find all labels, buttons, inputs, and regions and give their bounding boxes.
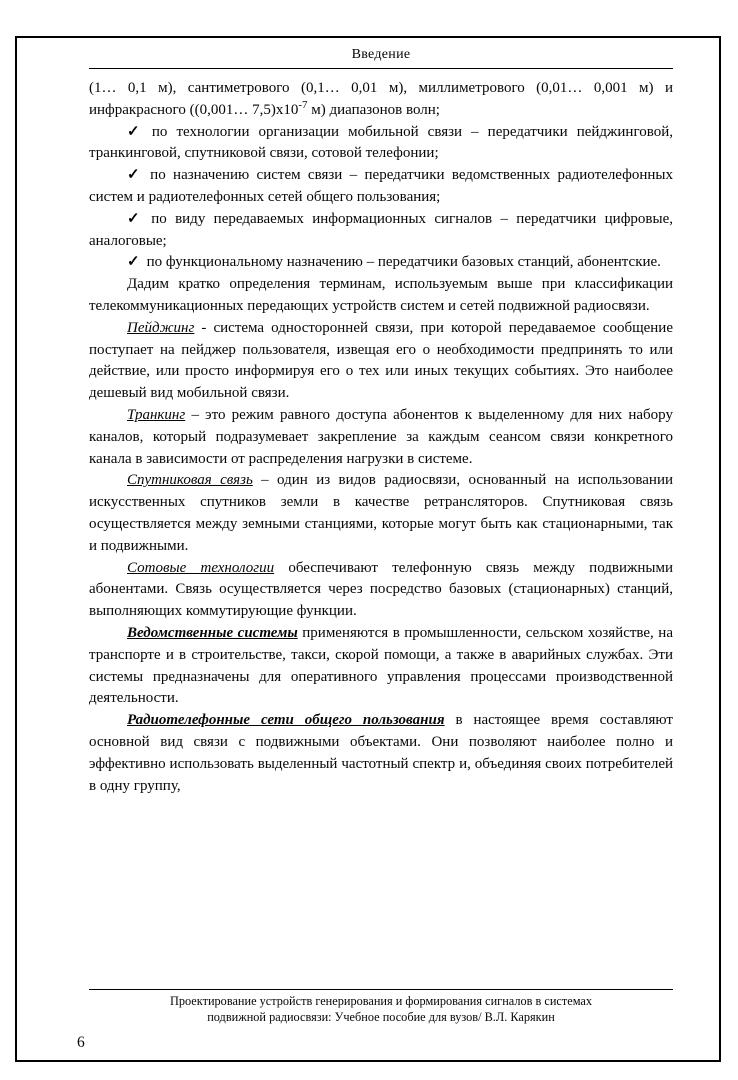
bullet-text: по функциональному назначению – передатчики базовых станций, абонентские. xyxy=(146,254,661,271)
footer-line-2: подвижной радиосвязи: Учебное пособие для вузов/ В.Л. Карякин xyxy=(207,1009,555,1024)
check-icon: ✓ xyxy=(127,210,145,227)
term-label: Радиотелефонные сети общего пользования xyxy=(127,712,445,729)
bullet-item xyxy=(89,165,673,209)
paragraph-text: обеспечивают телефонную связь между подвижными абонентами. Связь осуществляется через посредство базовых (стационарных) станций, выполняющих коммутирующие функции. xyxy=(89,559,673,620)
paragraph xyxy=(89,558,673,623)
bullet-item xyxy=(89,209,673,253)
bullet-text: по назначению систем связи – передатчики ведомственных радиотелефонных систем и радиотелефонных сетей общего пользования; xyxy=(89,167,673,205)
paragraph xyxy=(89,318,673,405)
paragraph-text: применяются в промышленности, сельском хозяйстве, на транспорте и в строительстве, такси, скорой помощи, а также в аварийных службах. Эти системы предназначены для оперативного управления процессами производственной деятельности. xyxy=(89,624,673,707)
term-label: Ведомственные системы xyxy=(127,624,298,641)
paragraph xyxy=(89,623,673,710)
term-label: Пейджинг xyxy=(127,319,195,336)
bullet-item xyxy=(89,252,673,274)
paragraph-text: – это режим равного доступа абонентов к выделенному для них набору каналов, который подразумевает закрепление за каждым сеансом связи конкретного канала в зависимости от распределения нагрузки в системе. xyxy=(89,406,673,467)
paragraph xyxy=(89,274,673,318)
page-header xyxy=(89,44,673,69)
bullet-item xyxy=(89,122,673,166)
footer-divider xyxy=(89,989,673,990)
page-number: 6 xyxy=(77,1034,85,1051)
page-frame xyxy=(15,36,721,1062)
paragraph-text: – один из видов радиосвязи, основанный на использовании искусственных спутников земли в качестве ретрансляторов. Спутниковая связь осуществляется между земными станциями, которые могут быть как стационарными, так и подвижными. xyxy=(89,472,673,554)
term-label: Спутниковая связь xyxy=(127,472,253,489)
term-label: Транкинг xyxy=(127,406,186,423)
paragraph-text: - система односторонней связи, при которой передаваемое сообщение поступает на пейджер пользователя, извещая его о необходимости предпринять то или действие, или просто информируя его о тех или иных текущих событиях. Это наиболее дешевый вид мобильной связи. xyxy=(89,319,673,402)
bullet-text: по технологии организации мобильной связи – передатчики пейджинговой, транкинговой, спутниковой связи, сотовой телефонии; xyxy=(89,123,673,162)
header-title: Введение xyxy=(351,47,411,62)
paragraph-text: в настоящее время составляют основной вид связи с подвижными объектами. Они позволяют наиболее полно и эффективно использовать выделенный частотный спектр и, объединяя своих потребителей в одну группу, xyxy=(89,712,673,794)
paragraph xyxy=(89,405,673,470)
bullet-text: по виду передаваемых информационных сигналов – передатчики цифровые, аналоговые; xyxy=(89,210,673,249)
paragraph xyxy=(89,710,673,797)
superscript-exponent: -7 xyxy=(298,98,308,111)
check-icon: ✓ xyxy=(127,254,140,271)
intro-paragraph xyxy=(89,78,673,122)
intro-text: (1… 0,1 м), сантиметрового (0,1… 0,01 м), миллиметрового (0,01… 0,001 м) и инфракрасного ((0,001… 7,5)х10 xyxy=(89,80,673,118)
page-footer xyxy=(77,987,673,1052)
check-icon: ✓ xyxy=(127,123,145,140)
page-body xyxy=(89,69,673,987)
intro-text-end: м) диапазонов волн; xyxy=(307,101,440,118)
paragraph-text: Дадим кратко определения терминам, используемым выше при классификации телекоммуникационных передающих устройств систем и сетей подвижной радиосвязи. xyxy=(89,276,673,314)
term-label: Сотовые технологии xyxy=(127,559,275,576)
check-icon: ✓ xyxy=(127,167,144,184)
paragraph xyxy=(89,470,673,557)
footer-line-1: Проектирование устройств генерирования и формирования сигналов в системах xyxy=(169,994,593,1008)
